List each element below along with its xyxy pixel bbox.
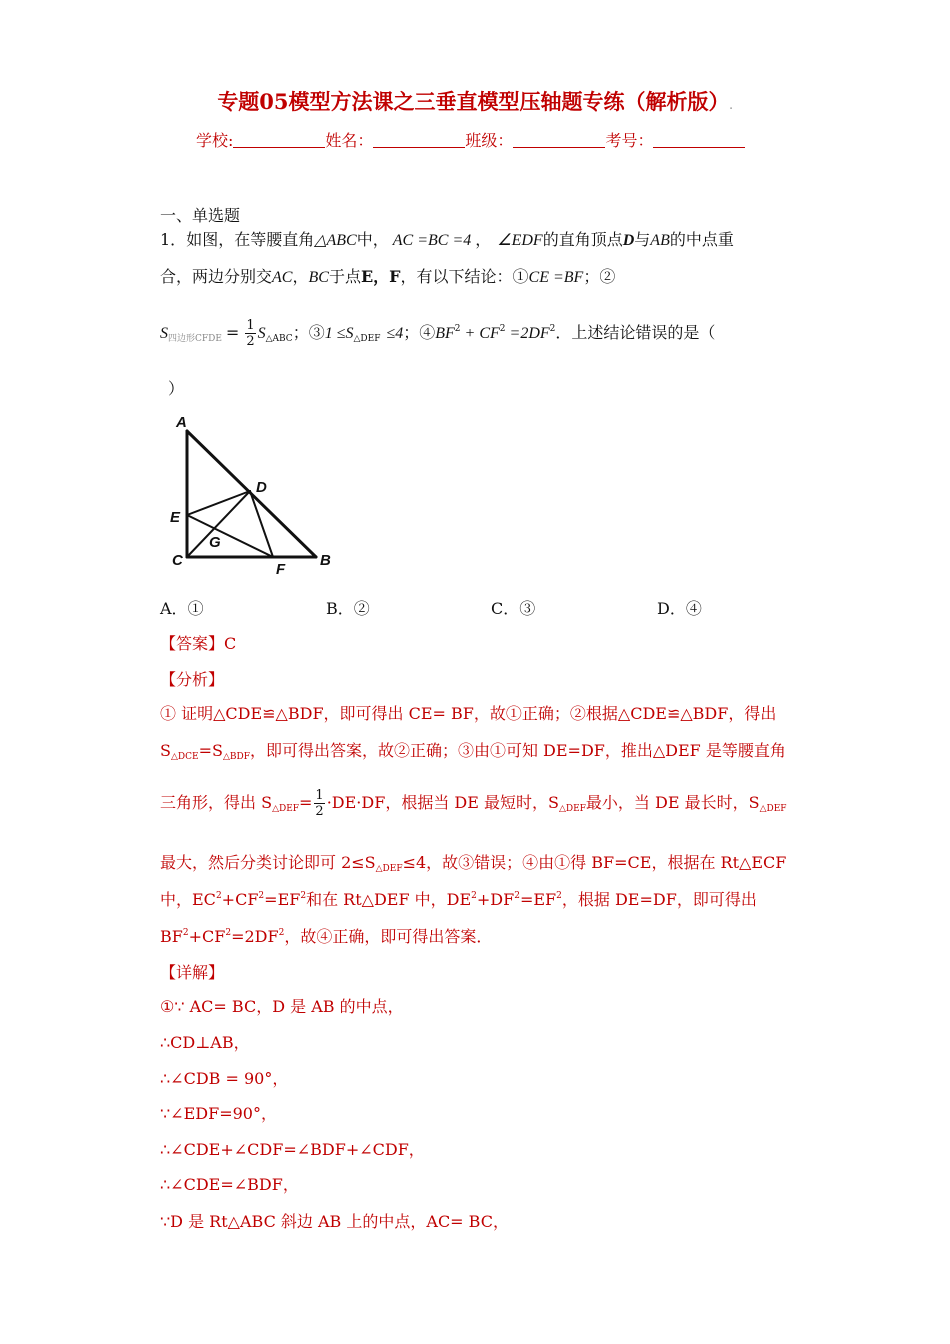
class-label: 班级： — [465, 131, 514, 150]
q-text: ．上述结论错误的是（ — [555, 323, 716, 342]
label-f: F — [276, 561, 286, 578]
q-math-sub: 四边形CFDE — [168, 334, 222, 344]
q-math: △ABC — [314, 232, 357, 249]
q-math: AC =BC =4 — [392, 232, 472, 249]
class-blank[interactable] — [513, 133, 605, 148]
q-math: ≤4 — [386, 325, 404, 342]
question-line-3 — [160, 318, 715, 349]
option-d[interactable]: D．④ — [657, 599, 702, 618]
question-line-4: ） — [168, 379, 185, 398]
option-a[interactable]: A．① — [160, 599, 204, 618]
q-math: = — [225, 323, 240, 342]
q-math: AB — [650, 232, 670, 249]
label-a: A — [176, 414, 187, 431]
option-b[interactable]: B．② — [326, 599, 370, 618]
q-math: BC — [308, 269, 329, 286]
q-text: 中， — [356, 230, 389, 249]
q-text: 合，两边分别交 — [160, 267, 273, 286]
q-math: ∠EDF — [497, 232, 543, 249]
answer-line: 【答案】C — [160, 634, 237, 653]
q-math: CE =BF — [528, 269, 584, 286]
analysis-line-3: 三角形，得出 $S_{\triangle DEF}=$ $\frac{1}{2}$ ·DE·DF，根据当 DE 最短时，$S_{\triangle DEF}$最小，当 DE 最长时，$S_{\triangle DEF}$ — [160, 788, 787, 819]
label-e: E — [170, 509, 181, 526]
detail-line-4: ∵∠EDF=90°， — [160, 1104, 277, 1123]
label-g: G — [209, 534, 221, 551]
q-math: AC — [272, 269, 293, 286]
q-math: S — [160, 325, 168, 342]
q-fraction: $\frac{1}{2}$ — [246, 318, 255, 349]
q-math: D — [622, 232, 635, 249]
page-title: 专题05模型方法课之三垂直模型压轴题专练（解析版）. — [217, 89, 733, 114]
school-blank[interactable] — [233, 133, 325, 148]
q-text: ；③ — [292, 323, 325, 342]
q-math: E，F — [360, 267, 401, 286]
detail-line-7: ∵D 是 Rt△ABC 斜边 AB 上的中点，AC= BC， — [160, 1212, 509, 1231]
geometry-figure — [160, 405, 360, 585]
name-blank[interactable] — [373, 133, 465, 148]
detail-line-2: ∴CD⊥AB， — [160, 1033, 250, 1052]
analysis-label: 【分析】 — [160, 670, 225, 689]
exam-no-label: 考号： — [605, 131, 654, 150]
analysis-line-6: $BF^2+CF^2=2DF^2$，故④正确，即可得出答案． — [160, 927, 493, 946]
analysis-fraction: $\frac{1}{2}$ — [315, 788, 324, 819]
detail-line-1: ①∵ AC= BC，D 是 AB 的中点， — [160, 997, 404, 1016]
label-d: D — [256, 479, 267, 496]
q-math: S — [345, 325, 354, 342]
q-math-sup: 2 — [549, 324, 556, 334]
question-number: 1． — [160, 230, 187, 249]
q-text: 的中点重 — [669, 230, 734, 249]
option-c[interactable]: C．③ — [491, 599, 536, 618]
exam-no-blank[interactable] — [653, 133, 745, 148]
q-math: 1 ≤ — [324, 325, 346, 342]
q-math-sup: 2 — [499, 324, 506, 334]
q-math: =2DF — [505, 325, 550, 342]
analysis-line-2: $S_{\triangle DCE}=S_{\triangle BDF}$，即可得出答案，故②正确；③由①可知 DE=DF，推出△DEF 是等腰直角 — [160, 741, 786, 762]
question-line-1 — [160, 227, 734, 250]
question-line-2 — [160, 264, 615, 287]
q-math: BF — [435, 325, 455, 342]
analysis-line-5: 中，$EC^2+CF^2=EF^2$和在 Rt△DEF 中，$DE^2+DF^2=EF^2$，根据 DE=DF，即可得出 — [160, 890, 757, 909]
q-text: ，有以下结论：① — [400, 267, 529, 286]
analysis-line-1: ① 证明△CDE≌△BDF，即可得出 CE= BF，故①正确；②根据△CDE≌△BDF，得出 — [160, 704, 777, 723]
name-label: 姓名： — [325, 131, 374, 150]
q-text: ， — [292, 267, 309, 286]
q-text: ， — [475, 230, 492, 249]
label-b: B — [320, 552, 331, 569]
detail-label: 【详解】 — [160, 963, 225, 982]
q-math: + CF — [460, 325, 500, 342]
q-text: 如图，在等腰直角 — [186, 230, 315, 249]
school-label: 学校: — [196, 131, 234, 150]
q-text: ；④ — [403, 323, 436, 342]
detail-line-6: ∴∠CDE=∠BDF， — [160, 1175, 299, 1194]
section-heading: 一、单选题 — [160, 206, 241, 225]
q-math-sub: △DEF — [353, 334, 381, 344]
student-info-line — [196, 128, 745, 151]
segment-ed — [187, 491, 250, 515]
q-text: ；② — [583, 267, 616, 286]
analysis-line-4: 最大，然后分类讨论即可 $2\le S_{\triangle DEF}\le 4$，故③错误；④由①得 BF=CE，根据在 Rt△ECF — [160, 853, 787, 874]
q-math-sup: 2 — [454, 324, 461, 334]
label-c: C — [172, 552, 183, 569]
q-text: 于点 — [328, 267, 361, 286]
detail-line-5: ∴∠CDE+∠CDF=∠BDF+∠CDF， — [160, 1140, 425, 1159]
q-text: 与 — [634, 230, 651, 249]
q-text: 的直角顶点 — [542, 230, 623, 249]
q-math: S — [257, 325, 266, 342]
detail-line-3: ∴∠CDB = 90°， — [160, 1069, 289, 1088]
q-math-sub: △ABC — [265, 334, 293, 344]
